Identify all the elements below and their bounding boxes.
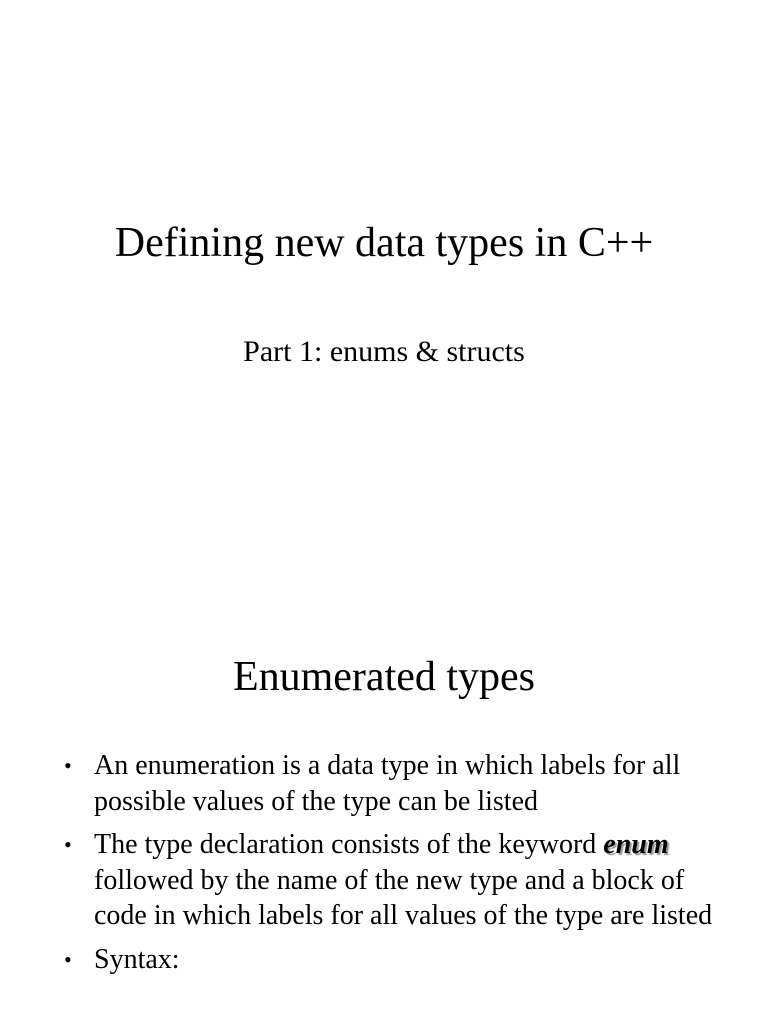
slide-title: Defining new data types in C++ xyxy=(114,220,654,266)
bullet-item xyxy=(58,942,718,978)
bullet-text: Syntax: xyxy=(94,943,180,975)
bullet-text-before: The type declaration consists of the keyword xyxy=(94,829,604,860)
bullet-icon: • xyxy=(64,946,72,972)
bullet-text-after: followed by the name of the new type and a block of code in which labels for all values of the type are listed xyxy=(94,864,713,931)
slide-subtitle: Part 1: enums & structs xyxy=(243,335,525,368)
bullet-item xyxy=(58,827,718,934)
slide-2 xyxy=(0,512,768,1024)
bullet-icon: • xyxy=(64,832,72,857)
slide-title: Enumerated types xyxy=(232,654,536,700)
bullet-text: An enumeration is a data type in which labels for all possible values of the type can be listed xyxy=(94,750,681,817)
keyword-enum: enum xyxy=(603,829,669,860)
bullet-icon: • xyxy=(64,753,72,778)
bullet-list xyxy=(58,748,718,985)
bullet-item xyxy=(58,748,718,819)
